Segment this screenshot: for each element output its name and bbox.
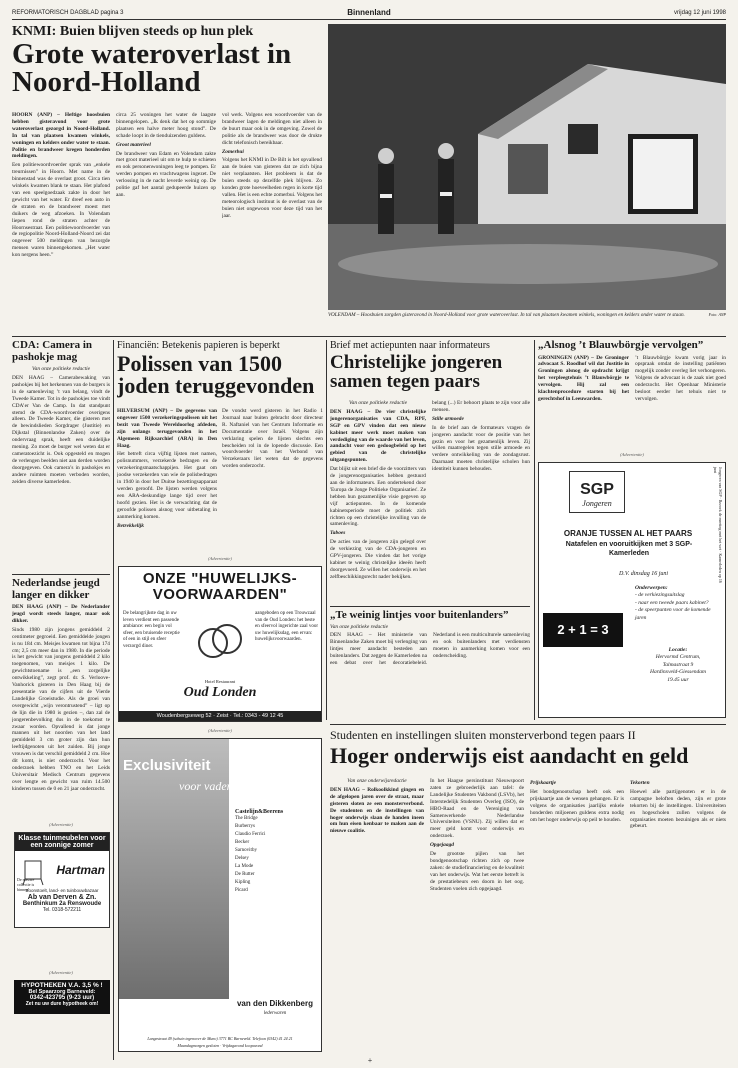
huwelijks-ad-right: aangeboden op een Trouwzaal van de Oud Londen: het beste en sfeervol ingerichte zaal voor uw huwelijksdag, een ervan: huwelijksvoorwaarden.: [255, 611, 319, 642]
lead-body-3b: Volgens het KNMI in De Bilt is het opvallend aan de buien van gisteren dat ze zich bijna niet verplaatsten. Het probleem is dat de buien steeds op dezelfde plek blijven. Zo konden grote hoeveelheden regen in korte tijd vallen. Het is een echte zomerbui. Volgens het meteorologisch instituut is de overlast van de buien niet ongewoon voor deze tijd van het jaar.: [222, 157, 322, 219]
studenten-col-2: [430, 778, 524, 1052]
studenten-heading: [330, 728, 726, 776]
studenten-intro: DEN HAAG – Rolkoolkkind gingen en de afgelopen jaren over de straat, maar gisteren sloten ze een monsterverbond. De studenten en de instellingen van hoger onderwijs slaan de handen ineen om hun eisen kenbaar te maken aan de nieuwe coalitie.: [330, 786, 424, 835]
sgp-loc-line: Talmastraat 9: [662, 661, 694, 668]
christelijke-body-3: belang (...) Er behoort plaats te zijn voor alle mensen.: [432, 400, 530, 413]
brand-item: La Mode: [235, 864, 254, 869]
lintjes-article: [330, 610, 530, 720]
christelijke-intro: DEN HAAG – De vier christelijke jongerenorganisaties van CDA, RPF, SGP en GPV vinden dat een nieuw kabinet meer werk moet maken van verdediging van de waarde van het leven, aandacht voor een gedoogbeleid op het gebied van de christelijke uitgangspunten.: [330, 408, 426, 464]
vertical-rule-2: [326, 340, 327, 720]
brand-item: Claudio Ferrici: [235, 832, 266, 837]
studenten-subhead-1: Opgejaagd: [430, 842, 454, 849]
sgp-topics-title: Onderwerpen:: [635, 585, 668, 591]
sgp-side-text: Jongeren van SGP · Bezoek de meeting met het wet · Kamerleden op 16 juni: [713, 467, 723, 583]
lintjes-headline: „Te weinig lintjes voor buitenlanders”: [330, 610, 509, 621]
brand-item: Delsey: [235, 856, 249, 861]
lead-body-2b: De brandweer van Edam en Volendam zakte met groot materieel uit om te hulp te schieten en ook personenwoningen leeg te pompen. Er werden pompen en vrachtwagens ingezet. De verlossing in de nacht leverde weinig op. De politie gaf het aantal gedupeerde huizen op aan.: [116, 150, 216, 198]
lead-subhead-1: Groot materieel: [116, 141, 151, 148]
huwelijks-ad-brand: Oud Londen: [183, 685, 257, 700]
financien-body-2: De vondst werd gisteren in het Radio 1 Journaal naar buiten gebracht door directeur R. Naftaniel van het Centrum Informatie en Documentatie over Israël. Volgens zijn verklaring spelen de lijsten slechts een bescheiden rol in de lopende discussie. Een woordvoerder van het Verbond van Verzekeraars liet weten dat de gegevens worden onderzocht.: [222, 408, 323, 470]
lintjes-body: DEN HAAG – Het ministerie van Binnenlandse Zaken moet bij verlenging van lintjes meer aandacht besteden aan buitenlanders. Dat zeggen de Kamerleden na een debat over het decoratiebeleid. Nederland is een multiculturele samenleving en ook buitenlanders met verdiensten moeten in aanmerking komen voor een onderscheiding.: [330, 632, 530, 667]
christelijke-subhead-1: Taboes: [330, 530, 346, 537]
photo-caption-text: VOLENDAM – Hoosbuien zorgden gisteravond in Noord-Holland voor grote wateroverlast. In tal van plaatsen kwamen winkels, woningen en kelders onder water te staan.: [328, 312, 685, 318]
photo-credit: Foto: ANP: [708, 312, 726, 317]
huwelijks-ad-hotel: Hotel Restaurant: [204, 679, 236, 684]
jeugd-intro: DEN HAAG (ANP) – De Nederlander jeugd wordt steeds langer, maar ook dikker.: [12, 604, 110, 624]
tuin-ad-title: Klasse tuinmeubelen voor een zonnige zomer: [15, 833, 109, 851]
huwelijks-ad-left: De belangrijkste dag in uw leven verdient een passende ambiance: een begin vol sfeer, een bruisende receptie of een in stijl en sfeer verzorgd diner.: [123, 611, 180, 649]
sgp-topic: - naar een tweede paars kabinet?: [635, 599, 709, 606]
lead-col-3: [222, 112, 322, 308]
page-header: [12, 8, 726, 20]
sgp-logo-icon: [570, 472, 624, 512]
rings-icon: [189, 611, 249, 671]
lintjes-byline: Van onze politieke redactie: [330, 623, 389, 630]
huwelijks-ad-title: ONZE "HUWELIJKS-VOORWAARDEN": [142, 570, 298, 603]
blauwborgje-body: ’t Blauwbörgje kwam vorig jaar in opspraak omdat de instelling patiënten mogelijk zonder overleg liet verhongeren. Volgens de advocaat is de zaak niet goed onderzocht. Het Openbaar Ministerie besloot eerder het tehuis niet te vervolgen.: [635, 354, 726, 402]
sgp-equation: 2 + 1 = 3: [543, 613, 623, 647]
tuin-ad: [14, 832, 110, 928]
christelijke-heading: [330, 340, 530, 400]
financien-heading: [117, 340, 323, 404]
blauwborgje-intro: GRONINGEN (ANP) – De Groninger advocaat S. Roodhof wil dat Justitie in Groningen alsnog de opdracht krijgt het verpleegtehuis ’t Blauwbörgje te vervolgen. Hij zal een klachtenprocedure starten bij het gerechtshof in Leeuwarden.: [538, 354, 629, 402]
exclusiviteit-footer: Langestraat 49 (schuin tegenover de Muno) 3771 BC Barneveld. Telefoon (0342) 41 24 21: [147, 1036, 293, 1041]
section-divider: [12, 336, 726, 337]
cda-byline: Van onze politieke redactie: [31, 366, 91, 373]
studenten-subhead-2: Prijskaartje: [530, 780, 557, 786]
exclusiviteit-photo: [119, 739, 232, 999]
huwelijks-ad: [118, 566, 322, 722]
christelijke-kicker: Brief met actiepunten naar informateurs: [330, 340, 490, 351]
studenten-col-4: [630, 778, 726, 1052]
financien-col-2: [222, 408, 323, 550]
tuin-ad-tag: De nieuwe collectie is binnen!: [17, 877, 35, 892]
adv-label-3: (Advertentie): [208, 556, 232, 561]
exclusiviteit-brand: van den Dikkenberg: [236, 999, 314, 1008]
studenten-body-4: Hoewel alle partijgenoten er in de campagne beloften deden, zijn er grote tekorten bij de instellingen. Universiteiten en hogescholen zullen volgens de organisaties moeten bezuinigen als er niets gebeurt.: [630, 788, 726, 830]
lead-body-2: circa 25 woningen het water de laagste binnengelopen. „Ik denk dat het op sommige plaatsen een halve meter hoog stond”. De schade loopt in de tienduizenden guldens.: [116, 112, 216, 139]
brand-list-items: [235, 815, 319, 895]
jeugd-body: Sinds 1980 zijn jongens gemiddeld 2 centimeter gegroeid. Een gemiddelde jongen is nu 184 cm. Meisjes kwamen tot bijna 174 cm; 2,5 cm meer dan in 1980. In die periode is het gewicht van jongens gemiddeld 2 kilo toegenomen, van meisjes 1 kilo. De gewichtstoename is „een zorgelijke ontwikkeling”, zegt prof. dr. S. Verloove-Vanhorick gisteren in Den Haag bij de presentatie van de cijfers uit de Vierde Landelijke Groeistudie. Als de groei van overgewicht „wijn verontrustend” – ligt op de lijn die in 1980 is gezien –, dan zal de jongerenbevolking dus in de toekomst te zwaar worden. Opvallend is dat jonge mannen uit het noorden van het land gemiddeld 3 cm groter zijn dan hun leeftijdgenoten uit het zuiden. Bij jonge vrouwen is dat verschil gemiddeld 2 cm. Hoe dit komt, is niet onderzocht. Voor het onderzoek hebben TNO en het Leids Universitair Medisch Centrum gegevens over lengte en gewicht van ruim 14.500 kinderen tussen de 0 en 21 jaar onderzocht.: [12, 626, 110, 792]
lead-headline-wrap: [12, 40, 322, 105]
christelijke-col-1: [330, 400, 426, 600]
brand-item: Picard: [235, 888, 248, 893]
brand-list-title: Castelijn&Beerens: [235, 809, 284, 815]
hypotheken-ad: [14, 980, 110, 1014]
sgp-date: D.V. dinsdag 16 juni: [619, 571, 669, 577]
exclusiviteit-title: Exclusiviteit: [123, 757, 211, 774]
financien-intro: HILVERSUM (ANP) – De gegevens van ongeveer 1500 verzekeringspolissen uit het bezit van Tweede Wereldoorlog afdeden, zijn onlangs teruggevonden in het Algemeen Rijksarchief (ARA) in Den Haag.: [117, 408, 217, 449]
jeugd-headline: Nederlandse jeugd langer en dikker: [12, 578, 100, 601]
adv-label-1: (Advertentie): [49, 822, 73, 827]
lead-body-3: vol werk. Volgens een woordvoerder van de brandweer lagen de meldingen niet alleen in de buurt maar ook in de omgeving. Zowel de politie als de brandweer was door de drukte dicht telefonisch bereikbaar.: [222, 112, 322, 146]
header-left: REFORMATORISCH DAGBLAD pagina 3: [12, 10, 124, 16]
studenten-subhead-3: Tekorten: [630, 780, 650, 786]
christelijke-col-2: [432, 400, 530, 600]
financien-subhead: Betrekkelijk: [117, 522, 144, 529]
registration-mark: +: [367, 1056, 373, 1065]
hypo-line-2: Bel Spaarzorg Barneveld:: [28, 989, 96, 995]
brand-item: Burberrys: [235, 824, 255, 829]
hypo-line-1: HYPOTHEKEN V.A. 3,5 % !: [21, 982, 103, 989]
studenten-body-2: De grootste pijlen van het bondgenootschap richten zich op twee zaken: de studiefinanciering en de kwaliteit van het onderwijs. Wat het eerste betreft is de prestatiebeurs een doorn in het oog. Studenten voelen zich opgejaagd.: [430, 851, 524, 892]
studenten-body-3: Het bondgenootschap heeft ook een prijskaartje aan de wensen gehangen. Er is volgens de organisaties jaarlijks enkele honderden miljoenen guldens extra nodig om het hoger onderwijs op peil te houden.: [530, 788, 624, 823]
adv-label-5: (Advertentie): [620, 452, 644, 457]
tuin-ad-address: Boonstoelt, land- en tuinbouwbazaar: [25, 888, 99, 893]
sgp-loc-line: 19.45 uur: [667, 676, 689, 683]
adv-label-2: (Advertentie): [49, 970, 73, 975]
header-date: vrijdag 12 juni 1998: [673, 10, 726, 16]
divider-cda: [12, 574, 110, 575]
brand-item: Sarnovitby: [235, 848, 257, 853]
financien-col-1: [117, 408, 217, 550]
tuin-ad-name: Ab van Derven & Zn.: [27, 894, 97, 901]
hypo-line-4: Zet nu uw dure hypotheek om!: [25, 1001, 99, 1007]
christelijke-body: Dat blijkt uit een brief die de voorzitters van de jongerenorganisaties hebben gestuurd aan de informateurs. Een ondertekend door 'Europa de Jonge Politieke Organisaties'. Ze hebben hun gezamenlijke visie gegeven op vijf actiepunten. In de komende kabinetsperiode moet de politiek zich richten op een christelijke invulling van de samenleving.: [330, 466, 426, 528]
brand-list: [235, 809, 319, 895]
svg-text:SGP: SGP: [580, 481, 614, 498]
lead-col-2: [116, 112, 216, 308]
christelijke-body-4: In de brief aan de formateurs vragen de jongeren aandacht voor de positie van het gezin en voor het gezamenlijk leven. Zij willen maatregelen tegen stille armoede en verdere ontwikkeling van de zondagsrust. Daarnaast moeten christelijke scholen hun identiteit kunnen behouden.: [432, 424, 530, 473]
lead-headline: Grote wateroverlast in Noord-Holland: [12, 40, 292, 99]
lead-subhead-2: Zomerbui: [222, 148, 244, 155]
sgp-topic: - de speerpunten voor de komende jaren: [635, 607, 711, 621]
flood-photo-illustration: [328, 24, 726, 310]
header-section: Binnenland: [347, 8, 391, 17]
sgp-loc-title: Locatie:: [668, 647, 688, 653]
jeugd-article: [12, 578, 110, 818]
exclusiviteit-footer-2: Maandagmorgen gesloten · Vrijdagavond koopavond: [177, 1043, 263, 1048]
divider-studenten: [330, 724, 726, 725]
christelijke-byline: Van onze politieke redactie: [348, 400, 408, 406]
financien-headline: Polissen van 1500 joden teruggevonden: [117, 351, 315, 398]
financien-kicker: Financiën: Betekenis papieren is beperkt: [117, 340, 280, 351]
blauwborgje-cols: [538, 355, 726, 450]
exclusiviteit-ad: [118, 738, 322, 1052]
adv-label-4: (Advertentie): [208, 728, 232, 733]
brand-item: Kipling: [235, 880, 251, 885]
sgp-loc-line: Hervormd Centrum,: [655, 654, 701, 661]
tuin-ad-street: Benthinkum 2a Renswoude: [22, 901, 102, 907]
christelijke-headline: Christelijke jongeren samen tegen paars: [330, 352, 503, 392]
cda-headline: CDA: Camera in pashokje mag: [12, 340, 93, 363]
hypo-line-3: 0342-423795 (9-23 uur): [29, 995, 95, 1001]
sgp-sub: Natafelen en vooruitkijken met 3 SGP-Kamerleden: [565, 541, 693, 557]
brand-item: De Rutter: [235, 872, 255, 877]
studenten-col-1: [330, 778, 424, 1052]
sgp-loc-line: Hardinxveld-Giessendam: [649, 669, 706, 676]
svg-text:Jongeren: Jongeren: [582, 499, 612, 508]
blauwborgje-article: [538, 340, 726, 450]
huwelijks-ad-address: Woudenbergseweg 52 · Zeist · Tel.: 0343 - 49 12 45: [119, 711, 321, 721]
studenten-byline: Van onze onderwijsredactie: [347, 778, 407, 784]
divider-christelijke: [330, 606, 530, 607]
sgp-topic: - de verkiezingsuitslag: [635, 592, 685, 599]
blauwborgje-headline: „Alsnog ’t Blauwbörgje vervolgen”: [538, 340, 704, 351]
lead-photo-caption: [328, 312, 726, 334]
exclusiviteit-brand-sub: lederwaren: [263, 1011, 287, 1016]
lead-body-1: Een politiewoordvoerder sprak van „enkele treurnissen” in Hoorn. Met name in de binnenstad was de overlast groot. Circa tien winkels kwamen blank te staan. Het plafond van een speelgoedzaak zakte in door het gewicht van het water. Er dreef een auto in de straten en de brandweer moest met duikers de weg afzoeken. In Volendam liepen rond de straten achter de Hoornsestraat. Een politiewoordvoerder van de regiopolitie Noord-Holland-Noord zei dat ongeveer 500 meldingen van bezorgde mensen waren binnengekomen. „Het water kon nergens heen.”: [12, 162, 110, 259]
sgp-title: ORANJE TUSSEN AL HET PAARS: [563, 529, 693, 538]
exclusiviteit-script: voor vader: [179, 779, 232, 793]
cda-body: DEN HAAG – Camerabewaking van pashokjes bij het herkennen van de burgers is in de samenleving ’t van belang, vindt de Tweede Kamer. Tot in de pashokjes toe vindt CDA’er Van de Camp. In dat standpunt stemd de CDA-woordvoerder overigens alleen. De Tweede Kamer, die gisteren met de bewindslieden Sorgdrager (Justitie) en Dijkstal (Binnenlandse Zaken) over de ondervraag sprak, heeft een duidelijke mening. Zo moet de burger wel weten dat er cameratoezicht is. Ook opgesteld en mogen de verlengen beelden niet aan derden worden doorgegeven. Ook camera’s in pashokjes en andere ruimten moeten verboden worden, zeiden diverse kamerleden.: [12, 375, 110, 485]
tuin-ad-brand: Hartman: [56, 863, 105, 877]
studenten-headline: Hoger onderwijs eist aandacht en geld: [330, 743, 689, 768]
sgp-logo: [569, 471, 625, 513]
lead-col-1: [12, 112, 110, 308]
brand-item: Becker: [235, 840, 250, 845]
vertical-rule-1: [113, 340, 114, 1060]
tuin-ad-tel: Tel. 0318-572211: [42, 907, 82, 913]
brand-item: The Bridge: [235, 816, 258, 821]
christelijke-body-2: De acties van de jongeren zijn gelegd over de verkiezing van de CDA-jongeren en GPV-jongeren. Die vinden dat het vorige kabinet te weinig christelijke ideeën heeft doorgevoerd. Ze willen het onderwijs en het zelfbeschikkingsrecht nader bekijken.: [330, 539, 426, 580]
studenten-kicker: Studenten en instellingen sluiten monsterverbond tegen paars II: [330, 728, 636, 742]
lead-intro: HOORN (ANP) – Heftige hoosbuien hebben gisteravond voor grote wateroverlast gezorgd in Noord-Holland. In tal van plaatsen kwamen winkels, woningen en kelders onder water te staan. Politie en brandweer kregen honderden meldingen.: [12, 112, 110, 160]
sgp-topics: [635, 585, 719, 622]
studenten-col-3: [530, 778, 624, 1052]
vertical-rule-3: [534, 340, 535, 720]
financien-body: Het betreft circa vijftig lijsten met namen, polisnummers, verzekerde bedragen en de verzekeringsmaatschappijen. Het gaat om joodse verzekerden van wie de polisbedragen in 1940 in door het Duitse bezettingsapparaat werden geroofd. De lijsten werden volgens een ARA-deskundige lange tijd over het hoofd gezien. Het is de verwachting dat de geroofde polissen alsnog voor uitbetaling in aanmerking komen.: [117, 451, 217, 520]
studenten-body: In het Haagse persinstituut Nieuwspoort zaten ze gebroederlijk aan tafel: de Landelijke Studenten Vakbond (LSVb), het Interstedelijk Studenten Overleg (ISO), de HBO-Raad en de Vereniging van Samenwerkende Nederlandse Universiteiten (VSNU). Zij willen dat er meer geld komt voor onderwijs en onderzoek.: [430, 778, 524, 840]
sgp-location: [635, 647, 721, 684]
lead-photo: [328, 24, 726, 310]
christelijke-subhead-2: Stille armoede: [432, 415, 464, 422]
cda-article: [12, 340, 110, 570]
lead-kicker: KNMI: Buien blijven steeds op hun plek: [12, 24, 254, 39]
sgp-ad: [538, 462, 726, 718]
